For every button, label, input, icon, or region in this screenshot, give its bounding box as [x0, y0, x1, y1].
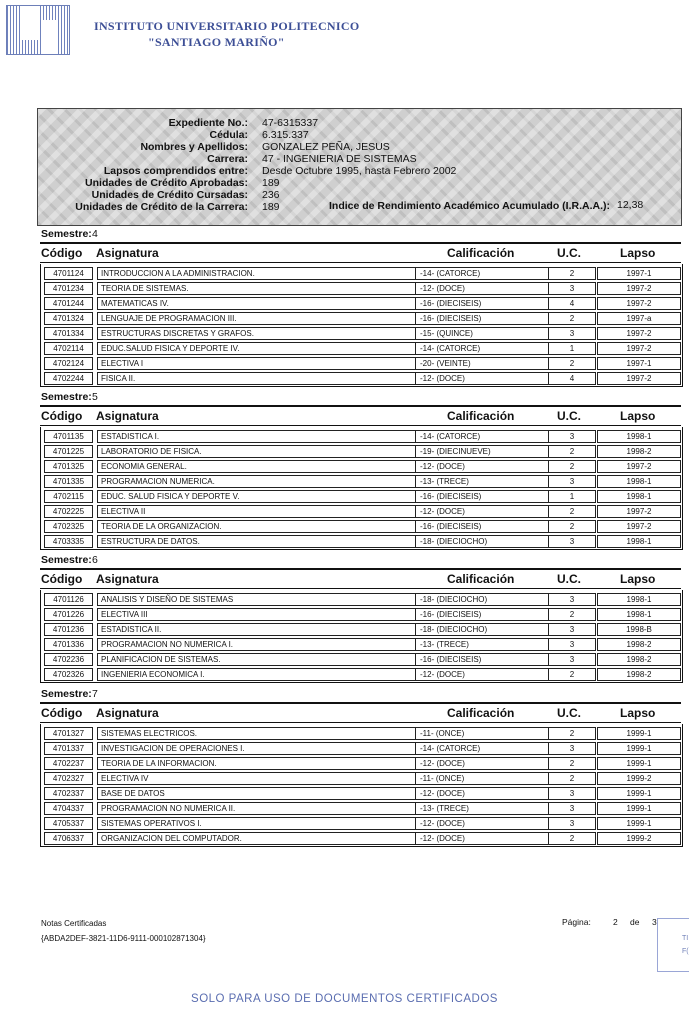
institution-logo: [6, 5, 70, 55]
carrera-value: 47 - INGENIERIA DE SISTEMAS: [262, 153, 417, 165]
course-grade: -12- (DOCE): [415, 757, 551, 770]
course-name: TEORIA DE LA ORGANIZACION.: [97, 520, 420, 533]
course-uc: 1: [548, 490, 596, 503]
column-calificacion: Calificación: [447, 409, 515, 423]
table-row: [41, 636, 682, 651]
course-name: ELECTIVA III: [97, 608, 420, 621]
course-code: 4701126: [44, 593, 93, 606]
course-lapso: 1997-2: [597, 342, 681, 355]
course-name: PROGRAMACION NO NUMERICA II.: [97, 802, 420, 815]
course-code: 4702115: [44, 490, 93, 503]
course-lapso: 1997-a: [597, 312, 681, 325]
course-lapso: 1999-2: [597, 772, 681, 785]
iraa-value: 12,38: [617, 199, 644, 211]
course-uc: 3: [548, 282, 596, 295]
course-lapso: 1997-2: [597, 297, 681, 310]
course-grade: -19- (DIECINUEVE): [415, 445, 551, 458]
course-name: TEORIA DE SISTEMAS.: [97, 282, 420, 295]
course-lapso: 1997-2: [597, 460, 681, 473]
table-row: [41, 518, 682, 533]
course-name: SISTEMAS OPERATIVOS I.: [97, 817, 420, 830]
course-code: 4701336: [44, 638, 93, 651]
course-name: ELECTIVA IV: [97, 772, 420, 785]
course-uc: 3: [548, 817, 596, 830]
table-row: [41, 443, 682, 458]
institution-name: INSTITUTO UNIVERSITARIO POLITECNICO: [94, 19, 360, 33]
course-uc: 3: [548, 327, 596, 340]
header-underline: [40, 262, 681, 263]
course-name: LENGUAJE DE PROGRAMACION III.: [97, 312, 420, 325]
course-code: 4701334: [44, 327, 93, 340]
course-code: 4702337: [44, 787, 93, 800]
course-name: PROGRAMACION NUMERICA.: [97, 475, 420, 488]
semester-table: [40, 724, 683, 847]
column-lapso: Lapso: [620, 706, 656, 720]
header-rule: [40, 568, 681, 570]
table-row: [41, 473, 682, 488]
course-uc: 3: [548, 802, 596, 815]
expediente-value: 47-6315337: [262, 117, 319, 129]
course-name: ESTRUCTURAS DISCRETAS Y GRAFOS.: [97, 327, 420, 340]
column-uc: U.C.: [557, 572, 581, 586]
course-name: ELECTIVA I: [97, 357, 420, 370]
table-row: [41, 458, 682, 473]
course-name: ESTRUCTURA DE DATOS.: [97, 535, 420, 548]
course-uc: 2: [548, 267, 596, 280]
table-row: [41, 280, 682, 295]
course-grade: -16- (DIECISEIS): [415, 297, 551, 310]
course-name: BASE DE DATOS: [97, 787, 420, 800]
table-row: [41, 651, 682, 666]
course-lapso: 1997-2: [597, 505, 681, 518]
course-grade: -12- (DOCE): [415, 668, 551, 681]
table-row: [41, 428, 682, 443]
course-uc: 2: [548, 445, 596, 458]
table-row: [41, 740, 682, 755]
course-name: ORGANIZACION DEL COMPUTADOR.: [97, 832, 420, 845]
table-row: [41, 800, 682, 815]
certification-stamp: [657, 918, 689, 972]
course-grade: -12- (DOCE): [415, 817, 551, 830]
course-code: 4702225: [44, 505, 93, 518]
uc-cursadas-value: 236: [262, 189, 280, 201]
course-lapso: 1999-2: [597, 832, 681, 845]
course-lapso: 1998-1: [597, 475, 681, 488]
course-uc: 3: [548, 430, 596, 443]
course-uc: 3: [548, 787, 596, 800]
page-label: Página:: [562, 917, 591, 927]
course-grade: -18- (DIECIOCHO): [415, 623, 551, 636]
course-grade: -13- (TRECE): [415, 475, 551, 488]
course-uc: 3: [548, 475, 596, 488]
semester-table: [40, 590, 683, 683]
table-row: [41, 666, 682, 681]
course-grade: -15- (QUINCE): [415, 327, 551, 340]
table-row: [41, 621, 682, 636]
course-uc: 2: [548, 727, 596, 740]
course-name: SISTEMAS ELECTRICOS.: [97, 727, 420, 740]
course-code: 4702244: [44, 372, 93, 385]
course-code: 4702124: [44, 357, 93, 370]
course-grade: -12- (DOCE): [415, 832, 551, 845]
course-name: ECONOMIA GENERAL.: [97, 460, 420, 473]
course-code: 4702327: [44, 772, 93, 785]
course-uc: 2: [548, 832, 596, 845]
course-name: ANALISIS Y DISEÑO DE SISTEMAS: [97, 593, 420, 606]
semester-label: Semestre:: [41, 688, 92, 700]
page-total: 3: [652, 917, 657, 927]
course-uc: 4: [548, 297, 596, 310]
course-uc: 2: [548, 520, 596, 533]
column-asignatura: Asignatura: [96, 572, 159, 586]
course-name: INTRODUCCION A LA ADMINISTRACION.: [97, 267, 420, 280]
course-grade: -12- (DOCE): [415, 505, 551, 518]
column-uc: U.C.: [557, 706, 581, 720]
table-row: [41, 755, 682, 770]
column-codigo: Código: [41, 706, 83, 720]
course-grade: -20- (VEINTE): [415, 357, 551, 370]
column-codigo: Código: [41, 246, 83, 260]
table-row: [41, 355, 682, 370]
course-uc: 2: [548, 757, 596, 770]
course-grade: -14- (CATORCE): [415, 430, 551, 443]
semester-number: 5: [92, 391, 98, 403]
course-grade: -11- (ONCE): [415, 772, 551, 785]
course-grade: -14- (CATORCE): [415, 342, 551, 355]
course-name: EDUC.SALUD FISICA Y DEPORTE IV.: [97, 342, 420, 355]
course-code: 4701236: [44, 623, 93, 636]
course-code: 4702325: [44, 520, 93, 533]
table-row: [41, 370, 682, 385]
header-underline: [40, 722, 681, 723]
table-row: [41, 830, 682, 845]
course-lapso: 1997-2: [597, 282, 681, 295]
course-lapso: 1997-2: [597, 327, 681, 340]
semester-number: 7: [92, 688, 98, 700]
nombres-label: Nombres y Apellidos:: [140, 141, 248, 153]
course-grade: -16- (DIECISEIS): [415, 608, 551, 621]
course-grade: -16- (DIECISEIS): [415, 312, 551, 325]
header-rule: [40, 702, 681, 704]
course-code: 4701327: [44, 727, 93, 740]
course-uc: 2: [548, 357, 596, 370]
course-code: 4702236: [44, 653, 93, 666]
course-grade: -12- (DOCE): [415, 372, 551, 385]
semester-table: [40, 264, 683, 387]
course-lapso: 1999-1: [597, 802, 681, 815]
table-row: [41, 503, 682, 518]
course-grade: -13- (TRECE): [415, 802, 551, 815]
lapsos-label: Lapsos comprendidos entre:: [103, 165, 248, 177]
semester-number: 4: [92, 228, 98, 240]
course-uc: 4: [548, 372, 596, 385]
course-name: LABORATORIO DE FISICA.: [97, 445, 420, 458]
course-grade: -12- (DOCE): [415, 282, 551, 295]
column-asignatura: Asignatura: [96, 706, 159, 720]
course-code: 4701135: [44, 430, 93, 443]
header-underline: [40, 425, 681, 426]
column-calificacion: Calificación: [447, 572, 515, 586]
course-code: 4701234: [44, 282, 93, 295]
course-name: INVESTIGACION DE OPERACIONES I.: [97, 742, 420, 755]
course-lapso: 1997-1: [597, 267, 681, 280]
course-grade: -11- (ONCE): [415, 727, 551, 740]
semester-label: Semestre:: [41, 228, 92, 240]
course-name: MATEMATICAS IV.: [97, 297, 420, 310]
course-code: 4701325: [44, 460, 93, 473]
table-row: [41, 295, 682, 310]
course-code: 4701124: [44, 267, 93, 280]
course-name: ESTADISTICA I.: [97, 430, 420, 443]
cedula-label: Cédula:: [209, 129, 248, 141]
nombres-value: GONZALEZ PEÑA, JESUS: [262, 141, 390, 153]
table-row: [41, 785, 682, 800]
course-name: EDUC. SALUD FISICA Y DEPORTE V.: [97, 490, 420, 503]
course-lapso: 1997-1: [597, 357, 681, 370]
header-underline: [40, 588, 681, 589]
course-name: PLANIFICACION DE SISTEMAS.: [97, 653, 420, 666]
course-lapso: 1998-1: [597, 608, 681, 621]
column-lapso: Lapso: [620, 409, 656, 423]
course-lapso: 1999-1: [597, 787, 681, 800]
course-code: 4706337: [44, 832, 93, 845]
course-lapso: 1997-2: [597, 520, 681, 533]
column-asignatura: Asignatura: [96, 246, 159, 260]
course-lapso: 1998-2: [597, 653, 681, 666]
course-name: INGENIERIA ECONOMICA I.: [97, 668, 420, 681]
course-code: 4702326: [44, 668, 93, 681]
course-lapso: 1998-2: [597, 445, 681, 458]
course-code: 4701337: [44, 742, 93, 755]
table-row: [41, 310, 682, 325]
course-grade: -16- (DIECISEIS): [415, 520, 551, 533]
certified-use-banner: SOLO PARA USO DE DOCUMENTOS CERTIFICADOS: [191, 993, 498, 1005]
course-code: 4701226: [44, 608, 93, 621]
course-lapso: 1999-1: [597, 742, 681, 755]
course-uc: 3: [548, 593, 596, 606]
course-name: FISICA II.: [97, 372, 420, 385]
course-grade: -14- (CATORCE): [415, 267, 551, 280]
course-grade: -18- (DIECIOCHO): [415, 535, 551, 548]
institution-subtitle: "SANTIAGO MARIÑO": [148, 35, 285, 49]
course-lapso: 1997-2: [597, 372, 681, 385]
semester-number: 6: [92, 554, 98, 566]
semester-label: Semestre:: [41, 391, 92, 403]
course-lapso: 1998-B: [597, 623, 681, 636]
header-rule: [40, 405, 681, 407]
iraa-label: Indice de Rendimiento Académico Acumulado (I.R.A.A.):: [329, 200, 611, 212]
table-row: [41, 815, 682, 830]
course-lapso: 1999-1: [597, 727, 681, 740]
course-code: 4705337: [44, 817, 93, 830]
certified-notes-label: Notas Certificadas: [41, 919, 107, 928]
uc-carrera-value: 189: [262, 201, 280, 213]
document-hash: {ABDA2DEF-3821-11D6-9111-000102871304}: [41, 934, 206, 943]
course-code: 4701244: [44, 297, 93, 310]
course-lapso: 1998-1: [597, 593, 681, 606]
course-uc: 2: [548, 608, 596, 621]
course-grade: -14- (CATORCE): [415, 742, 551, 755]
course-lapso: 1999-1: [597, 817, 681, 830]
course-uc: 2: [548, 312, 596, 325]
course-grade: -16- (DIECISEIS): [415, 653, 551, 666]
course-uc: 3: [548, 623, 596, 636]
column-codigo: Código: [41, 572, 83, 586]
course-uc: 3: [548, 535, 596, 548]
course-uc: 2: [548, 460, 596, 473]
column-lapso: Lapso: [620, 572, 656, 586]
course-name: ESTADISTICA II.: [97, 623, 420, 636]
column-uc: U.C.: [557, 409, 581, 423]
column-asignatura: Asignatura: [96, 409, 159, 423]
course-code: 4704337: [44, 802, 93, 815]
cedula-value: 6.315.337: [262, 129, 309, 141]
course-lapso: 1998-1: [597, 430, 681, 443]
course-name: TEORIA DE LA INFORMACION.: [97, 757, 420, 770]
table-row: [41, 591, 682, 606]
uc-aprobadas-label: Unidades de Crédito Aprobadas:: [85, 177, 248, 189]
semester-table: [40, 427, 683, 550]
page-number: 2: [613, 917, 618, 927]
course-code: 4702237: [44, 757, 93, 770]
course-uc: 2: [548, 668, 596, 681]
uc-cursadas-label: Unidades de Crédito Cursadas:: [91, 189, 248, 201]
table-row: [41, 606, 682, 621]
course-lapso: 1998-1: [597, 535, 681, 548]
course-uc: 2: [548, 772, 596, 785]
course-uc: 3: [548, 638, 596, 651]
course-code: 4701335: [44, 475, 93, 488]
course-lapso: 1998-2: [597, 638, 681, 651]
column-calificacion: Calificación: [447, 246, 515, 260]
course-lapso: 1998-1: [597, 490, 681, 503]
course-code: 4701324: [44, 312, 93, 325]
course-name: PROGRAMACION NO NUMERICA I.: [97, 638, 420, 651]
course-code: 4701225: [44, 445, 93, 458]
page-of-label: de: [630, 917, 640, 927]
table-row: [41, 533, 682, 548]
column-calificacion: Calificación: [447, 706, 515, 720]
column-lapso: Lapso: [620, 246, 656, 260]
course-lapso: 1998-2: [597, 668, 681, 681]
course-name: ELECTIVA II: [97, 505, 420, 518]
course-uc: 3: [548, 653, 596, 666]
course-grade: -13- (TRECE): [415, 638, 551, 651]
table-row: [41, 725, 682, 740]
course-lapso: 1999-1: [597, 757, 681, 770]
course-uc: 1: [548, 342, 596, 355]
table-row: [41, 488, 682, 503]
uc-carrera-label: Unidades de Crédito de la Carrera:: [75, 201, 248, 213]
course-code: 4703335: [44, 535, 93, 548]
column-codigo: Código: [41, 409, 83, 423]
table-row: [41, 265, 682, 280]
lapsos-value: Desde Octubre 1995, hasta Febrero 2002: [262, 165, 457, 177]
uc-aprobadas-value: 189: [262, 177, 280, 189]
table-row: [41, 340, 682, 355]
stamp-text-1: TI: [682, 935, 689, 942]
course-code: 4702114: [44, 342, 93, 355]
course-grade: -12- (DOCE): [415, 787, 551, 800]
stamp-text-2: F(: [682, 948, 689, 955]
column-uc: U.C.: [557, 246, 581, 260]
course-uc: 2: [548, 505, 596, 518]
semester-label: Semestre:: [41, 554, 92, 566]
expediente-label: Expediente No.:: [168, 117, 248, 129]
table-row: [41, 325, 682, 340]
course-grade: -18- (DIECIOCHO): [415, 593, 551, 606]
header-rule: [40, 242, 681, 244]
carrera-label: Carrera:: [207, 153, 248, 165]
course-uc: 3: [548, 742, 596, 755]
table-row: [41, 770, 682, 785]
course-grade: -16- (DIECISEIS): [415, 490, 551, 503]
course-grade: -12- (DOCE): [415, 460, 551, 473]
